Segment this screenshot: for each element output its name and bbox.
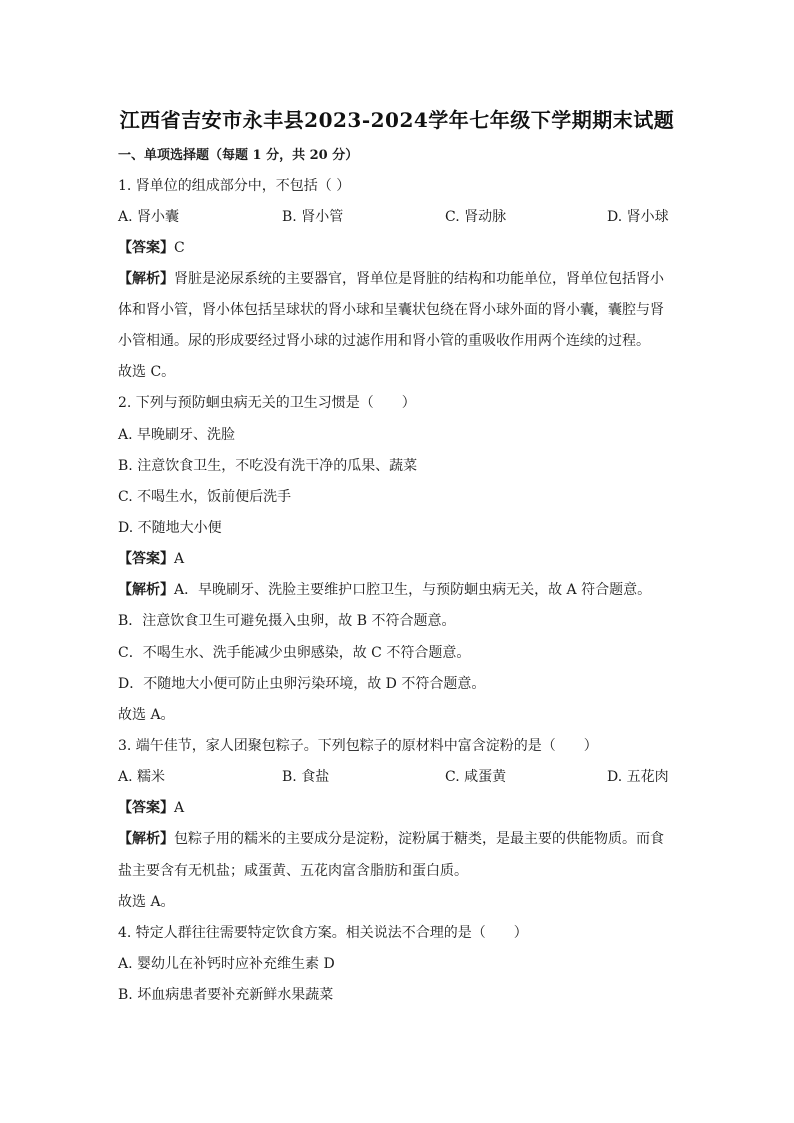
q2-analysis-line-1 bbox=[118, 580, 651, 600]
analysis-tag: 【解析】 bbox=[118, 582, 174, 598]
question-2-stem: 2. 下列与预防蛔虫病无关的卫生习惯是（ ） bbox=[118, 395, 416, 411]
q3-option-c: C. 咸蛋黄 bbox=[445, 769, 507, 785]
q1-analysis-line-2: 体和肾小管，肾小体包括呈球状的肾小球和呈囊状包绕在肾小球外面的肾小囊，囊腔与肾 bbox=[118, 302, 664, 318]
q1-option-d: D. 肾小球 bbox=[607, 209, 669, 225]
q3-option-b: B. 食盐 bbox=[282, 769, 330, 785]
q1-choose: 故选 C。 bbox=[118, 364, 176, 380]
question-4-stem: 4. 特定人群往往需要特定饮食方案。相关说法不合理的是（ ） bbox=[118, 925, 528, 941]
q1-option-b: B. 肾小管 bbox=[282, 209, 344, 225]
q3-answer bbox=[118, 798, 184, 818]
q2-analysis-line-4: D．不随地大小便可防止虫卵污染环境，故 D 不符合题意。 bbox=[118, 676, 486, 692]
q1-option-c: C. 肾动脉 bbox=[445, 209, 507, 225]
q2-answer bbox=[118, 549, 184, 569]
answer-value: C bbox=[174, 240, 185, 256]
q1-option-a: A. 肾小囊 bbox=[118, 209, 180, 225]
q2-choose: 故选 A。 bbox=[118, 707, 175, 723]
answer-tag: 【答案】 bbox=[118, 240, 174, 256]
answer-tag: 【答案】 bbox=[118, 551, 174, 567]
q3-analysis-line-1 bbox=[118, 829, 664, 849]
analysis-tag: 【解析】 bbox=[118, 271, 174, 287]
q3-choose: 故选 A。 bbox=[118, 894, 175, 910]
q3-option-d: D. 五花肉 bbox=[607, 769, 669, 785]
q3-analysis-line-2: 盐主要含有无机盐；咸蛋黄、五花肉富含脂肪和蛋白质。 bbox=[118, 863, 468, 879]
q2-analysis-line-2: B．注意饮食卫生可避免摄入虫卵，故 B 不符合题意。 bbox=[118, 613, 456, 629]
q1-answer bbox=[118, 238, 185, 258]
analysis-text: 包粽子用的糯米的主要成分是淀粉，淀粉属于糖类，是最主要的供能物质。而食 bbox=[174, 831, 664, 847]
answer-value: A bbox=[174, 800, 185, 816]
q2-option-a: A. 早晚刷牙、洗脸 bbox=[118, 427, 236, 443]
analysis-tag: 【解析】 bbox=[118, 831, 174, 847]
section-heading: 一、单项选择题（每题 1 分，共 20 分） bbox=[118, 148, 359, 163]
page-title: 江西省吉安市永丰县2023-2024学年七年级下学期期末试题 bbox=[119, 108, 675, 132]
q2-option-b: B. 注意饮食卫生，不吃没有洗干净的瓜果、蔬菜 bbox=[118, 458, 418, 474]
question-3-stem: 3. 端午佳节，家人团聚包粽子。下列包粽子的原材料中富含淀粉的是（ ） bbox=[118, 738, 598, 754]
analysis-text: A．早晚刷牙、洗脸主要维护口腔卫生，与预防蛔虫病无关，故 A 符合题意。 bbox=[174, 582, 652, 598]
q2-option-d: D. 不随地大小便 bbox=[118, 520, 222, 536]
q2-analysis-line-3: C．不喝生水、洗手能减少虫卵感染，故 C 不符合题意。 bbox=[118, 645, 471, 661]
q1-analysis-line-3: 小管相通。尿的形成要经过肾小球的过滤作用和肾小管的重吸收作用两个连续的过程。 bbox=[118, 333, 650, 349]
q1-analysis-line-1 bbox=[118, 269, 664, 289]
q4-option-b: B. 坏血病患者要补充新鲜水果蔬菜 bbox=[118, 987, 334, 1003]
answer-tag: 【答案】 bbox=[118, 800, 174, 816]
q2-option-c: C. 不喝生水，饭前便后洗手 bbox=[118, 489, 292, 505]
question-1-stem: 1. 肾单位的组成部分中，不包括（ ） bbox=[118, 178, 351, 194]
analysis-text: 肾脏是泌尿系统的主要器官，肾单位是肾脏的结构和功能单位，肾单位包括肾小 bbox=[174, 271, 664, 287]
q3-option-a: A. 糯米 bbox=[118, 769, 166, 785]
answer-value: A bbox=[174, 551, 185, 567]
q4-option-a: A. 婴幼儿在补钙时应补充维生素 D bbox=[118, 956, 335, 972]
